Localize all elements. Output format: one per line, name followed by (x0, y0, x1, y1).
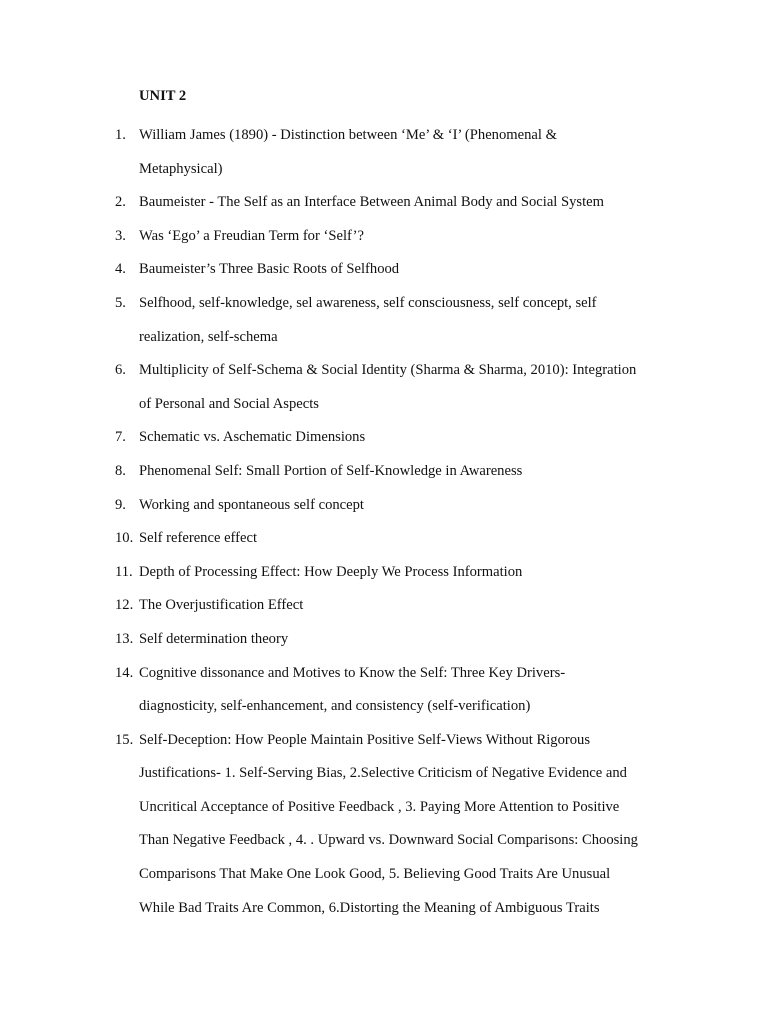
list-item (0, 253, 768, 287)
list-item-text: Depth of Processing Effect: How Deeply We Process Information (139, 563, 523, 580)
list-item-text: Self reference effect (139, 530, 258, 547)
list-item-number: 14. (115, 664, 134, 681)
list-item-number: 9. (115, 496, 126, 513)
list-item-text: Multiplicity of Self-Schema & Social Identity (Sharma & Sharma, 2010): Integration of Personal and Social Aspects (139, 362, 637, 412)
list-item-number: 13. (115, 630, 134, 647)
list-item-number: 3. (115, 227, 126, 244)
list-item-number: 8. (115, 462, 126, 479)
list-item-text: Phenomenal Self: Small Portion of Self-Knowledge in Awareness (139, 462, 523, 479)
list-item-number: 5. (115, 294, 126, 311)
list-item-number: 6. (115, 362, 126, 379)
list-item (0, 421, 768, 455)
list-item-number: 10. (115, 530, 134, 547)
list-item-text: Self-Deception: How People Maintain Positive Self-Views Without Rigorous Justifications- 1. Self-Serving Bias, 2.Selective Criticism of Negative Evidence and Uncritical Acceptance of Positive Feedback , 3. Paying More Attention to Positive Than Negative Feedback , 4. . Upward vs. Downward Social Comparisons: Choosing Comparisons That Make One Look Good, 5. Believing Good Traits Are Unusual While Bad Traits Are Common, 6.Distorting the Meaning of Ambiguous Traits (139, 731, 638, 916)
list-item-number: 11. (115, 563, 133, 580)
list-item-text: Baumeister’s Three Basic Roots of Selfhood (139, 261, 400, 278)
list-item-number: 2. (115, 194, 126, 211)
list-item-number: 7. (115, 429, 126, 446)
list-item (0, 287, 768, 354)
list-item (0, 657, 768, 724)
list-item-number: 12. (115, 597, 134, 614)
list-item-text: Self determination theory (139, 630, 289, 647)
list-item (0, 556, 768, 590)
list-item-number: 15. (115, 731, 134, 748)
list-item (0, 354, 768, 421)
list-item-text: Schematic vs. Aschematic Dimensions (139, 429, 366, 446)
list-item-number: 1. (115, 127, 126, 143)
list-item-text: Working and spontaneous self concept (139, 496, 364, 513)
list-item (0, 623, 768, 657)
list-item (0, 522, 768, 556)
list-item (0, 186, 768, 220)
list-item (0, 724, 768, 926)
unit-heading: UNIT 2 (139, 88, 187, 104)
topic-list (0, 119, 768, 925)
list-item-text: William James (1890) - Distinction between ‘Me’ & ‘I’ (Phenomenal & Metaphysical) (139, 127, 557, 177)
list-item (0, 220, 768, 254)
list-item (0, 489, 768, 523)
list-item-text: Cognitive dissonance and Motives to Know the Self: Three Key Drivers- diagnosticity, self-enhancement, and consistency (self-verification) (139, 664, 566, 715)
list-item-text: Was ‘Ego’ a Freudian Term for ‘Self’? (139, 227, 364, 244)
list-item-text: Baumeister - The Self as an Interface Between Animal Body and Social System (139, 194, 604, 211)
list-item-text: Selfhood, self-knowledge, sel awareness, self consciousness, self concept, self realization, self-schema (139, 294, 597, 345)
list-item-number: 4. (115, 261, 126, 278)
list-item-text: The Overjustification Effect (139, 597, 304, 614)
list-item (0, 589, 768, 623)
list-item (0, 455, 768, 489)
list-item (0, 119, 768, 186)
